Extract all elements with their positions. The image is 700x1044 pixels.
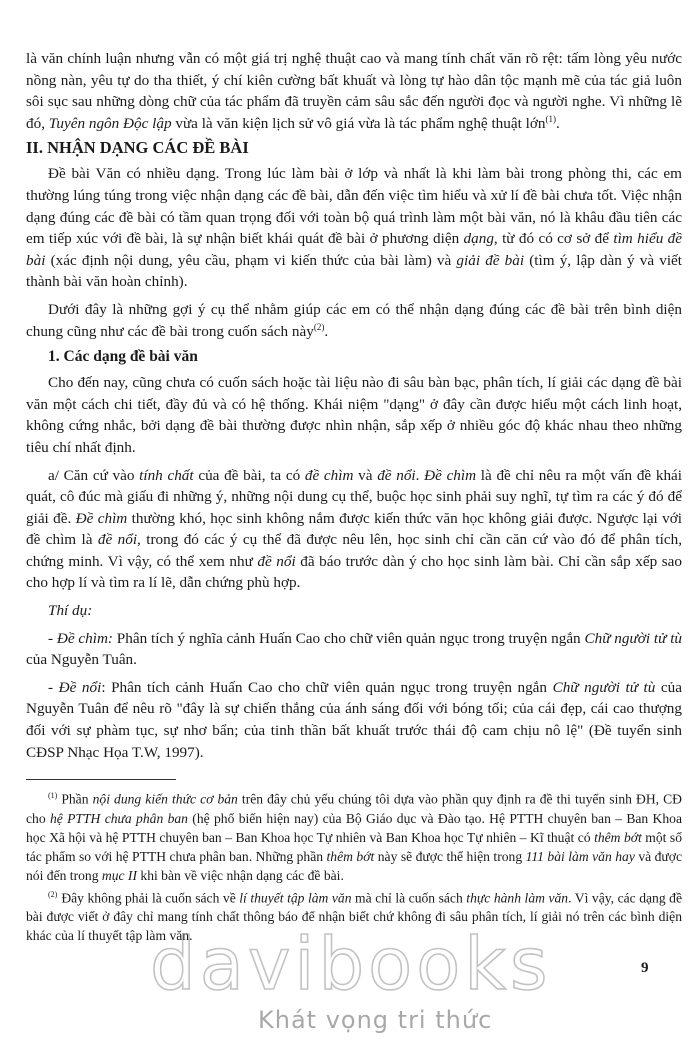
footnotes <box>26 786 682 945</box>
page-body <box>26 48 682 945</box>
paragraph-1: Đề bài Văn có nhiều dạng. Trong lúc làm bài ở lớp và nhất là khi làm bài trong phòng thi, các em thường lúng túng trong việc nhận dạng các đề bài, dẫn đến việc tìm hiểu và xử lí đề bài chưa tốt. Việc nhận dạng đúng các đề bài có tầm quan trọng đối với toàn bộ quá trình làm một bài văn, nó là khâu đầu tiên các em tiếp xúc với đề bài, là sự nhận biết khái quát đề bài ở phương diện dạng, từ đó có cơ sở để tìm hiểu đề bài (xác định nội dung, yêu cầu, phạm vi kiến thức của bài làm) và giải đề bài (tìm ý, lập dàn ý và viết thành bài văn hoàn chỉnh). <box>26 165 683 291</box>
footnote-1: $^{(1)}$ Phần nội dung kiến thức cơ bản trên đây chủ yếu chúng tôi dựa vào phần quy định ra đề thi tuyển sinh ĐH, CĐ cho hệ PTTH chưa phân ban (hệ phổ biến hiện nay) của Bộ Giáo dục và Đào tạo. Hệ PTTH chuyên ban – Ban Khoa học Xã hội và hệ PTTH chuyên ban – Ban Khoa học Tự nhiên và Ban Khoa học Tự nhiên – Kĩ thuật có thêm bớt một số tác phẩm so với hệ PTTH chưa phân ban. Những phần thêm bớt này sẽ được thể hiện trong 111 bài làm văn hay và được nói đến trong mục II khi bàn về việc nhận dạng các đề bài. <box>26 791 683 883</box>
paragraph-3: Cho đến nay, cũng chưa có cuốn sách hoặc tài liệu nào đi sâu bàn bạc, phân tích, lí giải các dạng đề bài văn một cách chi tiết, đầy đủ và có hệ thống. Khái niệm "dạng" ở đây cần được hiểu một cách linh hoạt, không cứng nhắc, bởi dạng đề bài thường được nhìn nhận, sắp xếp ở nhiều góc độ khác nhau theo những tiêu chí nhất định. <box>26 374 682 456</box>
footnote-divider <box>26 779 176 780</box>
example-2: - Đề nổi: Phân tích cảnh Huấn Cao cho chữ viên quản ngục trong truyện ngắn Chữ người tử tù của Nguyễn Tuân để nêu rõ "đây là sự chiến thắng của ánh sáng đối với bóng tối; của cái đẹp, cái cao thượng đối với sự phàm tục, sự nhơ bẩn; của tinh thần bất khuất trước thái độ cam chịu nô lệ" (Đề tuyển sinh CĐSP Nhạc Họa T.W, 1997). <box>26 678 683 761</box>
intro-paragraph: là văn chính luận nhưng vẫn có một giá trị nghệ thuật cao và mang tính chất văn rõ rệt: tấm lòng yêu nước nồng nàn, yêu tự do tha thiết, ý chí kiên cường bất khuất và lòng tự hào dân tộc mạnh mẽ của tác giả luôn sôi sục sau những dòng chữ của tác phẩm đã truyền cảm sâu sắc đến người đọc và người nghe. Vì những lẽ đó, Tuyên ngôn Độc lập vừa là văn kiện lịch sử vô giá vừa là tác phẩm nghệ thuật lớn$^{(1)}$. <box>26 50 682 132</box>
section-heading: II. NHẬN DẠNG CÁC ĐỀ BÀI <box>26 138 249 158</box>
paragraph-4: a/ Căn cứ vào tính chất của đề bài, ta có đề chìm và đề nổi. Đề chìm là đề chỉ nêu ra một vấn đề khái quát, cô đúc mà giấu đi những ý, những nội dung cụ thể, buộc học sinh phải suy nghĩ, tự tìm ra các ý đó để giải đề. Đề chìm thường khó, học sinh không nắm được kiến thức văn học không giải được. Ngược lại với đề chìm là đề nổi, trong đó các ý cụ thể đã được nêu lên, học sinh chỉ cần căn cứ vào đó để phân tích, chứng minh. Vì vậy, có thể xem như đề nổi đã báo trước dàn ý cho học sinh làm bài. Chỉ cần sắp xếp sao cho hợp lí và tìm ra lí lẽ, dẫn chứng phù hợp. <box>26 466 683 592</box>
watermark-brand: davibooks <box>150 922 552 1006</box>
sub-heading: 1. Các dạng đề bài văn <box>48 348 198 366</box>
watermark-slogan: Khát vọng tri thức <box>258 1006 493 1034</box>
page-number: 9 <box>641 960 649 976</box>
paragraph-2: Dưới đây là những gợi ý cụ thể nhằm giúp các em có thể nhận dạng đúng các đề bài trên bình diện chung cũng như các đề bài trong cuốn sách này$^{(2)}$. <box>26 300 682 340</box>
example-1: - Đề chìm: Phân tích ý nghĩa cảnh Huấn Cao cho chữ viên quản ngục trong truyện ngắn Chữ người tử tù của Nguyễn Tuân. <box>26 629 683 669</box>
footnote-2: $^{(2)}$ Đây không phải là cuốn sách về lí thuyết tập làm văn mà chỉ là cuốn sách thực hành làm văn. Vì vậy, các dạng đề bài được viết ở đây chỉ mang tính chất thông báo để nhận biết chứ không đi sâu phân tích, lí giải nó trên các bình diện khác của lí thuyết tập làm văn. <box>26 889 682 944</box>
example-label: Thí dụ: <box>48 602 93 620</box>
